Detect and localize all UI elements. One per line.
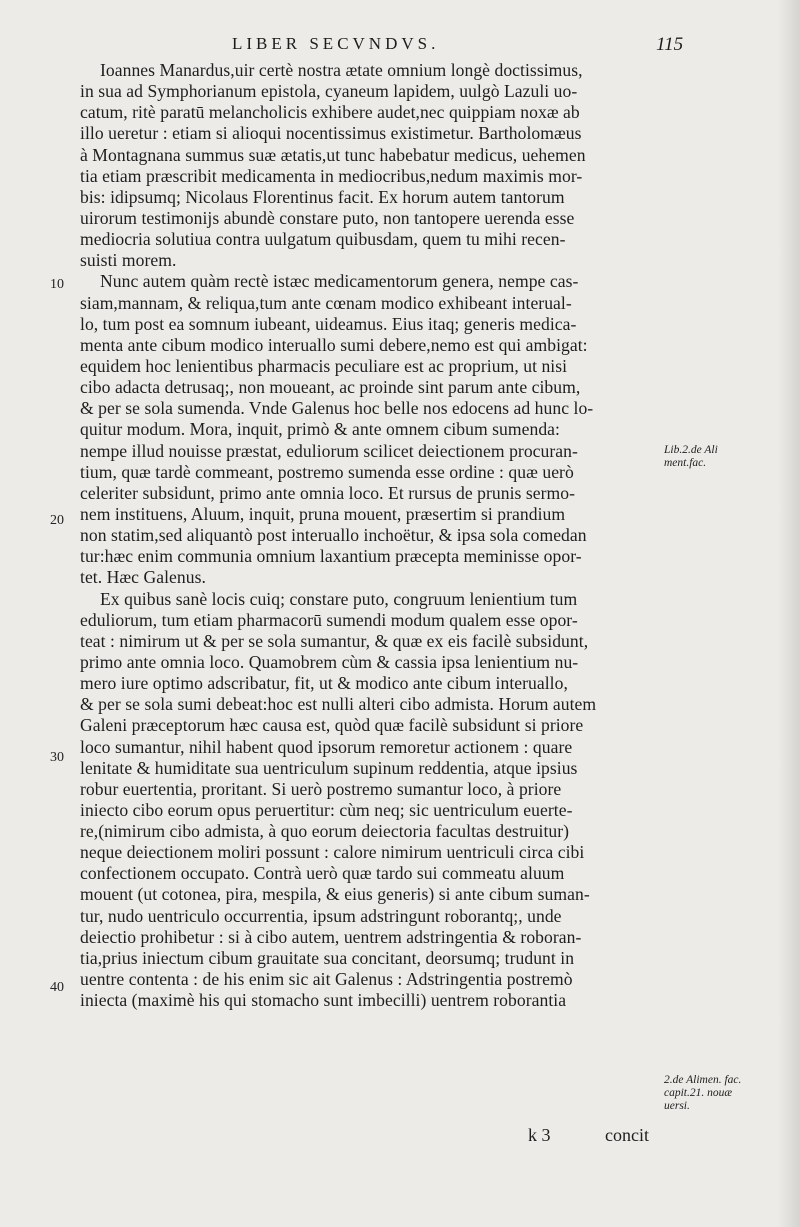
text-line: Galeni præceptorum hæc causa est, quòd quæ facilè subsidunt si priore	[80, 715, 584, 736]
text-line: mediocria solutiua contra uulgatum quibusdam, quem tu mihi recen-	[80, 229, 566, 250]
text-line: & per se sola sumenda. Vnde Galenus hoc belle nos edocens ad hunc lo-	[80, 398, 594, 419]
text-line: illo ueretur : etiam si alioqui nocentissimus existimetur. Bartholomæus	[80, 123, 582, 144]
text-line: primo ante omnia loco. Quamobrem cùm & cassia ipsa lenientium nu-	[80, 651, 579, 672]
text-line: tia,prius iniectum cibum grauitate sua concitant, deorsumq; trudunt in	[80, 947, 575, 968]
text-line: mero iure optimo adscribatur, fit, ut & modico ante cibum interuallo,	[80, 673, 568, 694]
text-line: tet. Hæc Galenus.	[80, 567, 206, 588]
text-line: Ioannes Manardus,uir certè nostra ætate omnium longè doctissimus,	[100, 60, 583, 80]
text-line: bis: idipsumq; Nicolaus Florentinus facit. Ex horum autem tantorum	[80, 186, 565, 207]
page-footer	[0, 1125, 800, 1147]
text-line: equidem hoc lenientibus pharmacis peculiare est ac proprium, ut nisi	[80, 355, 568, 376]
text-line: Nunc autem quàm rectè istæc medicamentorum genera, nempe cas-	[100, 271, 579, 292]
marginal-note: Lib.2.de Ali ment.fac.	[664, 444, 718, 469]
text-line: teat : nimirum ut & per se sola sumantur, & quæ ex eis facilè subsidunt,	[80, 630, 589, 651]
show-through	[672, 338, 752, 378]
text-line: catum, ritè paratū melancholicis exhibere audet,nec quippiam noxæ ab	[80, 102, 580, 123]
line-number: 10	[50, 277, 64, 292]
text-line: tur:hæc enim communia omnium laxantium præcepta meminisse opor-	[80, 546, 582, 567]
text-line: robur euertentia, proritant. Si uerò postremo sumantur loco, à priore	[80, 778, 562, 799]
text-line: eduliorum, tum etiam pharmacorū sumendi modum qualem esse opor-	[80, 609, 578, 630]
show-through	[672, 232, 752, 292]
text-line: tia etiam præscribit medicamenta in mediocribus,nedum maximis mor-	[80, 165, 583, 186]
text-line: lenitate & humiditate sua uentriculum supinum reddentia, atque ipsius	[80, 757, 578, 778]
text-line: nem instituens, Aluum, inquit, pruna mouent, præsertim si prandium	[80, 503, 566, 524]
catchword: concit	[605, 1125, 649, 1145]
running-title: LIBER SECVNDVS.	[232, 34, 440, 53]
text-line: siam,mannam, & reliqua,tum ante cœnam modico exhibeant interual-	[80, 292, 572, 313]
text-line: uirorum testimonijs abundè constare puto, non tantopere uerenda esse	[80, 207, 575, 228]
text-line: in sua ad Symphorianum epistola, cyaneum lapidem, uulgò Lazuli uo-	[80, 81, 578, 102]
text-line: tium, quæ tardè commeant, postremo sumenda esse ordine : quæ uerò	[80, 461, 574, 482]
text-line: neque deiectionem moliri possunt : calore nimirum uentriculi circa cibi	[80, 842, 585, 863]
text-line: celeriter subsidunt, primo ante omnia loco. Et rursus de prunis sermo-	[80, 482, 576, 503]
text-line: loco sumantur, nihil habent quod ipsorum remoretur actionem : quare	[80, 736, 573, 757]
line-number: 20	[50, 513, 64, 528]
text-line: & per se sola sumi debeat:hoc est nulli alteri cibo admista. Horum autem	[80, 694, 597, 715]
text-line: suisti morem.	[80, 250, 177, 271]
text-line: mouent (ut cotonea, pira, mespila, & eius generis) si ante cibum suman-	[80, 884, 590, 905]
text-line: menta ante cibum modico interuallo sumi debere,nemo est qui ambigat:	[80, 334, 588, 355]
text-line: iniecto cibo eorum opus peruertitur: cùm neq; sic uentriculum euerte-	[80, 799, 573, 820]
main-text-block	[80, 60, 660, 1011]
text-line: uentre contenta : de his enim sic ait Galenus : Adstringentia postremò	[80, 969, 573, 990]
text-line: quitur modum. Mora, inquit, primò & ante omnem cibum sumenda:	[80, 419, 560, 440]
text-line: Ex quibus sanè locis cuiq; constare puto, congruum lenientium tum	[100, 588, 578, 609]
signature-mark: k 3	[528, 1125, 551, 1145]
text-line: non statim,sed aliquantò post interuallo inchoëtur, & ipsa sola comedan	[80, 525, 587, 546]
page-header	[0, 34, 800, 56]
text-line: cibo adacta detrusaq;, non moueant, ac proinde sint parum ante cibum,	[80, 377, 581, 398]
text-line: nempe illud nouisse præstat, eduliorum scilicet deiectionem procuran-	[80, 440, 578, 461]
text-line: à Montagnana summus suæ ætatis,ut tunc habebatur medicus, uehemen	[80, 144, 586, 165]
marginal-note: 2.de Alimen. fac. capit.21. nouæ uersi.	[664, 1074, 742, 1112]
page-number: 115	[656, 34, 684, 55]
line-number: 30	[50, 750, 64, 765]
text-line: confectionem occupato. Contrà uerò quæ tardo sui commeatu aluum	[80, 863, 565, 884]
text-line: lo, tum post ea somnum iubeant, uideamus. Eius itaq; generis medica-	[80, 313, 577, 334]
text-line: tur, nudo uentriculo occurrentia, ipsum adstringunt roborantq;, unde	[80, 905, 562, 926]
line-number: 40	[50, 980, 64, 995]
text-line: re,(nimirum cibo admista, à quo eorum deiectoria facultas destruitur)	[80, 821, 570, 842]
text-line: iniecta (maximè his qui stomacho sunt imbecilli) uentrem roborantia	[80, 990, 567, 1011]
text-line: deiectio prohibetur : si à cibo autem, uentrem adstringentia & roboran-	[80, 926, 582, 947]
